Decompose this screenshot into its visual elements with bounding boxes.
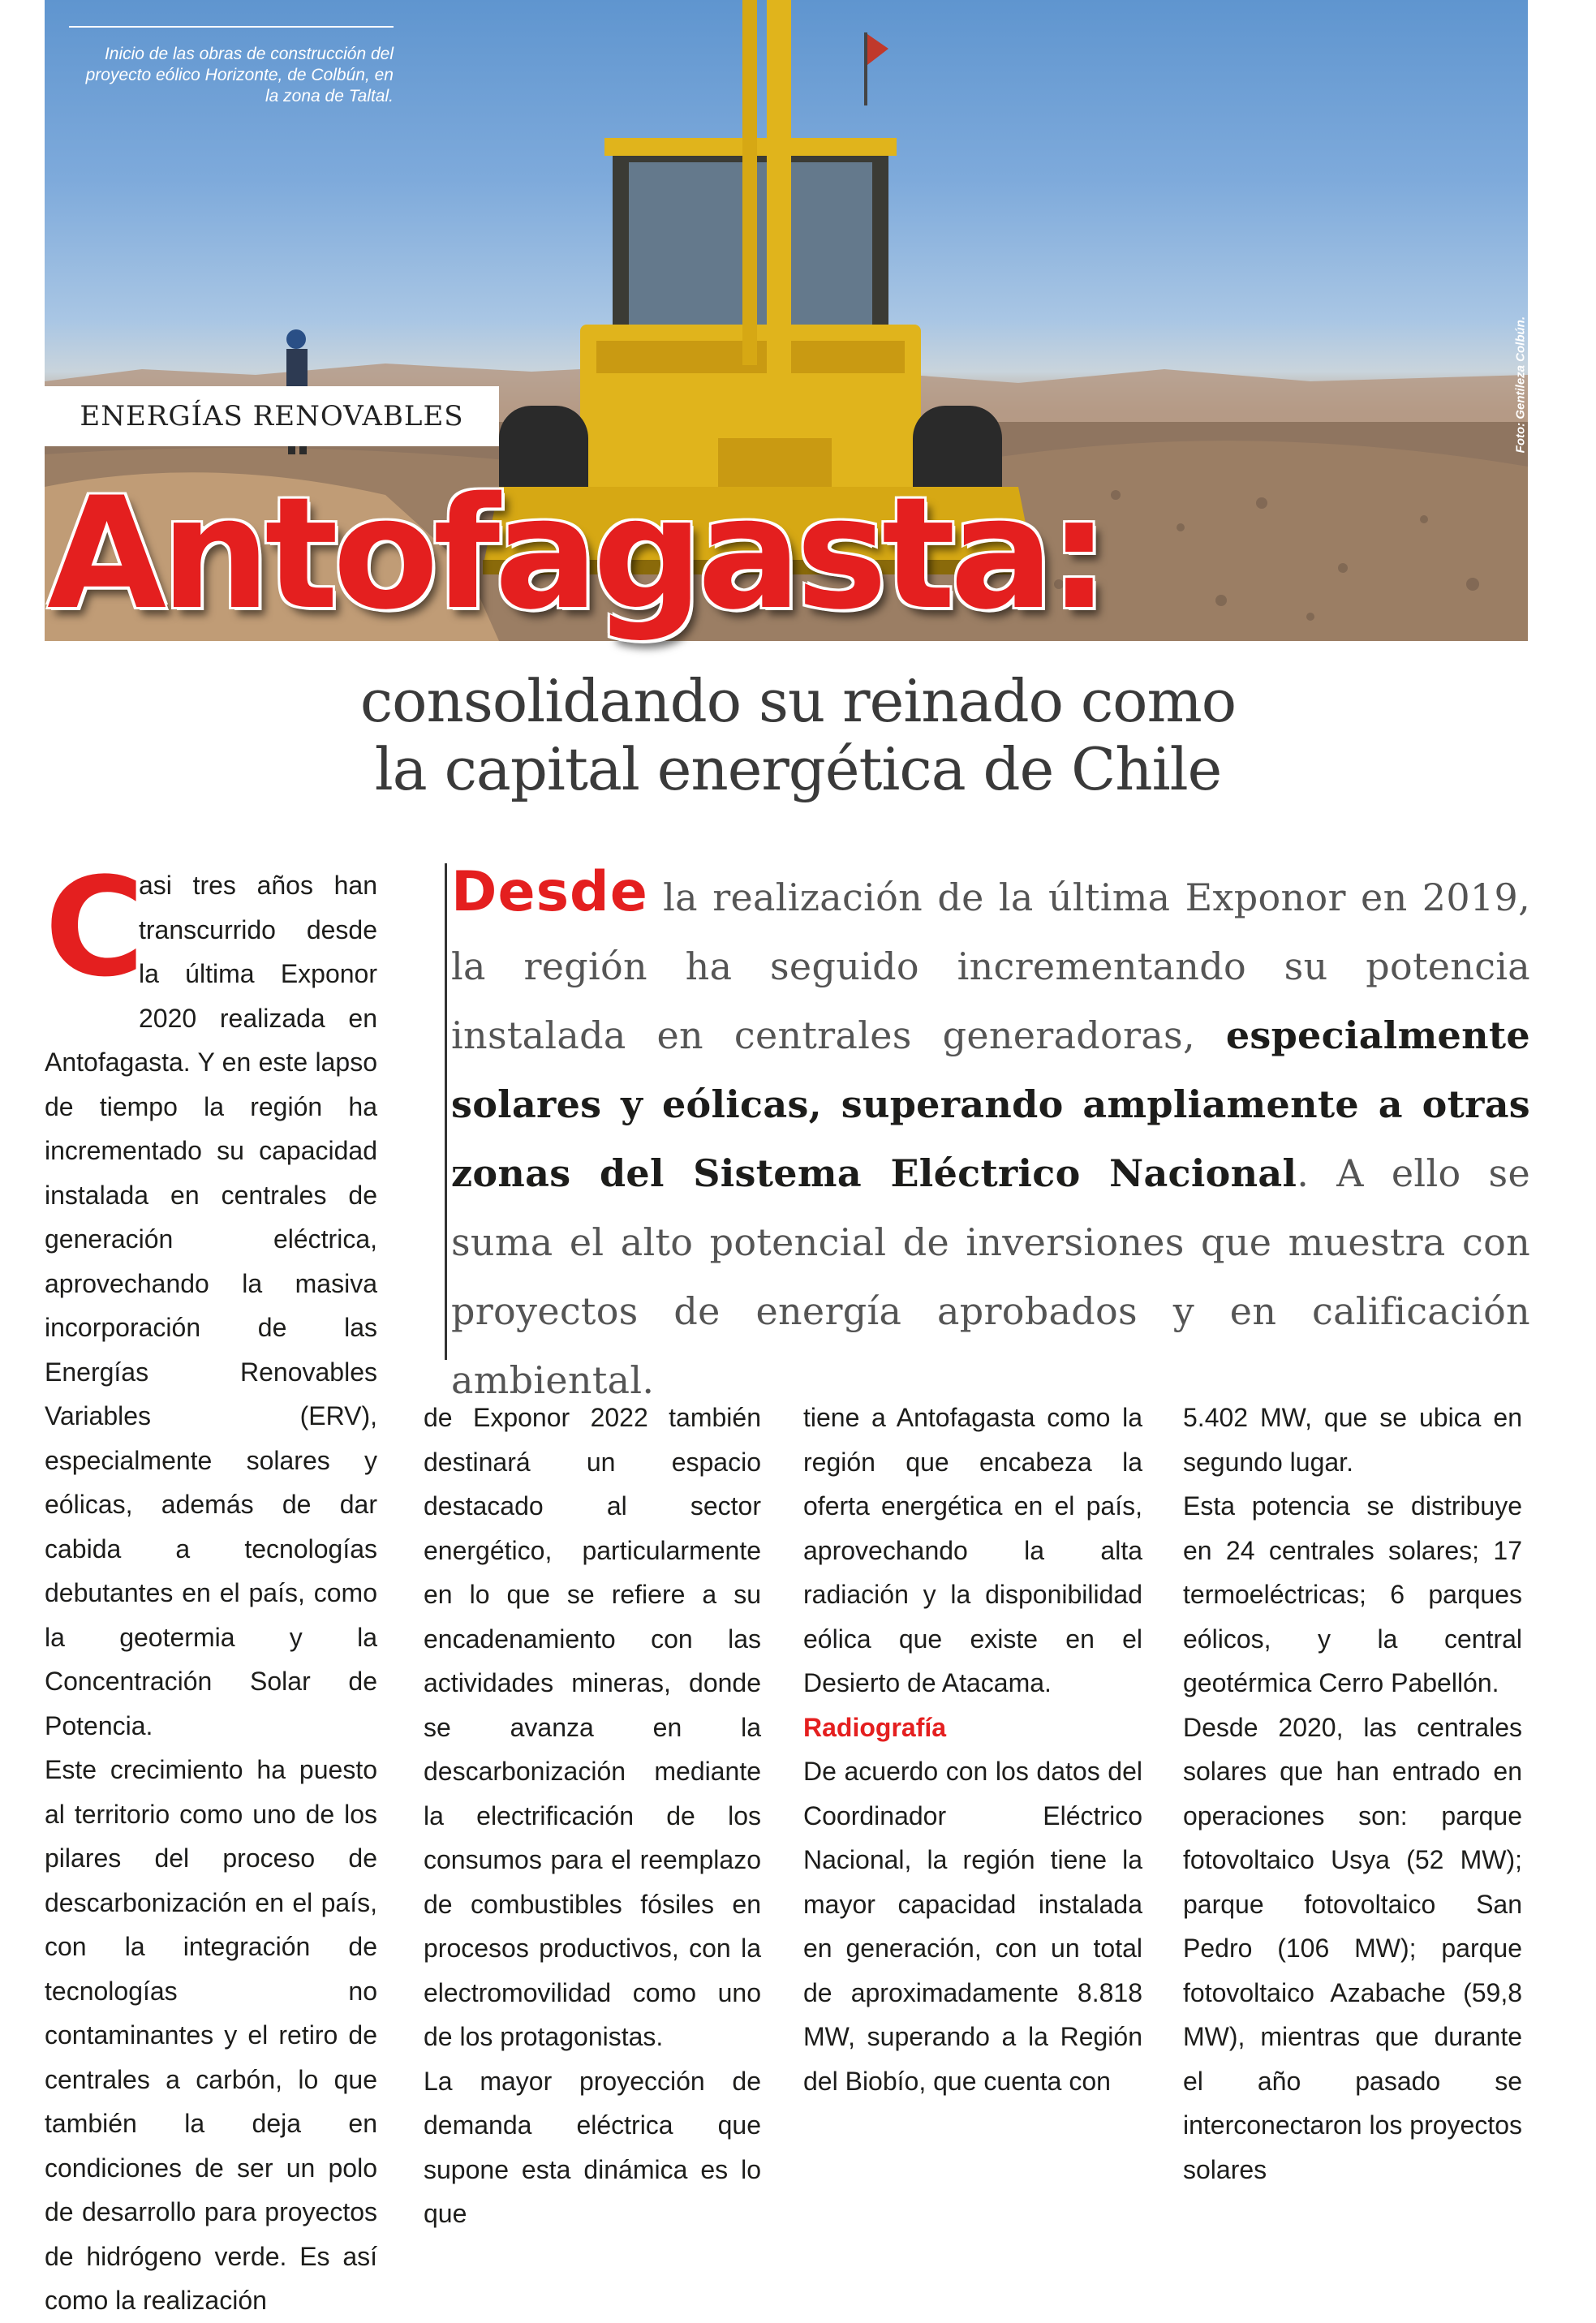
col4-paragraph-3: Desde 2020, las centrales solares que han entrado en operaciones son: parque fotovoltaico Usya (52 MW); parque fotovoltaico San Pedro (106 MW); parque fotovoltaico Azabache (59,8 MW), mientras que durante el año pasado se interconectaron los proyectos solares bbox=[1183, 1712, 1522, 2184]
col1-paragraph-2: Este crecimiento ha puesto al territorio como uno de los pilares del proceso de descarbonización en el país, con la integración de tecnologías no contaminantes y el retiro de centrales a carbón, lo que también la deja en condiciones de ser un polo de desarrollo para proyectos de hidrógeno verde. Es así como la realización bbox=[45, 1755, 377, 2315]
col2-paragraph-1: de Exponor 2022 también destinará un espacio destacado al sector energético, particularmente en lo que se refiere a su encadenamiento con las actividades mineras, donde se avanza en la descarbonización mediante la electrificación de los consumos para el reemplazo de combustibles fósiles en procesos productivos, con la electromovilidad como uno de los protagonistas. bbox=[424, 1403, 761, 2051]
col3-subheading: Radiografía bbox=[803, 1712, 947, 1742]
col4-paragraph-1: 5.402 MW, que se ubica en segundo lugar. bbox=[1183, 1403, 1522, 1477]
lead-big-word: Desde bbox=[451, 860, 648, 924]
subtitle-line-2: la capital energética de Chile bbox=[374, 735, 1222, 803]
body-column-3 bbox=[803, 1396, 1142, 2103]
lead-text-1: la realización de la última Exponor en 2019, la región ha seguido incrementando su potencia instalada en centrales generadoras, bbox=[451, 875, 1530, 1057]
article-subtitle bbox=[0, 667, 1596, 803]
lead-paragraph bbox=[445, 860, 1530, 1402]
col3-paragraph-1: tiene a Antofagasta como la región que encabeza la oferta energética en el país, aprovechando la alta radiación y la disponibilidad eólica que existe en el Desierto de Atacama. bbox=[803, 1403, 1142, 1697]
photo-caption: Inicio de las obras de construcción del proyecto eólico Horizonte, de Colbún, en la zona de Taltal. bbox=[69, 26, 394, 107]
lead-bold-text: especialmente solares y eólicas, superando ampliamente a otras zonas del Sistema Eléctrico Nacional bbox=[451, 1013, 1530, 1195]
col2-paragraph-2: La mayor proyección de demanda eléctrica que supone esta dinámica es lo que bbox=[424, 2066, 761, 2228]
col4-paragraph-2: Esta potencia se distribuye en 24 centrales solares; 17 termoeléctricas; 6 parques eólicos, y la central geotérmica Cerro Pabellón. bbox=[1183, 1491, 1522, 1697]
col1-paragraph-1: asi tres años han transcurrido desde la última Exponor 2020 realizada en Antofagasta. Y en este lapso de tiempo la región ha incrementado su capacidad instalada en centrales de generación eléctrica, aprovechando la masiva incorporación de las Energías Renovables Variables (ERV), especialmente solares y eólicas, además de dar cabida a tecnologías debutantes en el país, como la geotermia y la Concentración Solar de Potencia. bbox=[45, 871, 377, 1740]
article-title: Antofagasta: bbox=[47, 464, 1104, 643]
body-column-2 bbox=[424, 1396, 761, 2236]
body-column-4 bbox=[1183, 1396, 1522, 2192]
lead-text-2: . A ello se suma el alto potencial de inversiones que muestra con proyectos de energía aprobados y en calificación ambiental. bbox=[451, 1151, 1530, 1402]
subtitle-line-1: consolidando su reinado como bbox=[359, 667, 1237, 735]
drop-cap: C bbox=[45, 848, 145, 1007]
body-column-1 bbox=[45, 848, 377, 2323]
photo-credit: Foto: Gentileza Colbún. bbox=[1513, 316, 1527, 454]
section-tag: ENERGÍAS RENOVABLES bbox=[45, 386, 499, 446]
col3-paragraph-2: De acuerdo con los datos del Coordinador Eléctrico Nacional, la región tiene la mayor capacidad instalada en generación, con un total de aproximadamente 8.818 MW, superando a la Región del Biobío, que cuenta con bbox=[803, 1757, 1142, 2096]
